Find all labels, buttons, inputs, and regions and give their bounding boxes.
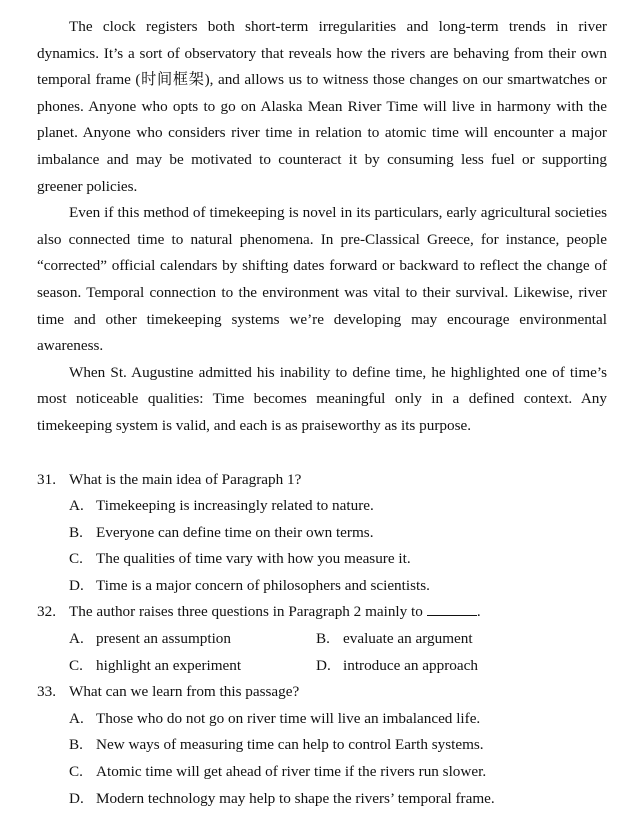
option-c <box>37 546 607 573</box>
question-number: 31. <box>37 470 56 488</box>
option-text: New ways of measuring time can help to control Earth systems. <box>96 736 484 754</box>
question-31 <box>37 467 607 600</box>
answer-blank <box>427 601 477 616</box>
option-b <box>316 626 563 653</box>
option-d <box>316 653 563 680</box>
question-number: 33. <box>37 683 56 701</box>
passage-paragraph: When St. Augustine admitted his inability to define time, he highlighted one of time’s most noticeable qualities: Time becomes meaningful only in a defined context. Any timekeeping system is valid, and each is as praiseworthy as its purpose. <box>37 363 607 434</box>
option-d <box>37 786 607 813</box>
option-letter: D. <box>69 576 84 594</box>
question-end-punct: . <box>476 603 481 621</box>
option-a <box>37 493 607 520</box>
option-text: The qualities of time vary with how you measure it. <box>96 550 411 568</box>
option-letter: B. <box>316 630 330 648</box>
option-row <box>37 626 607 653</box>
option-text: Atomic time will get ahead of river time if the rivers run slower. <box>96 763 487 781</box>
question-number: 32. <box>37 603 56 621</box>
option-b <box>37 732 607 759</box>
option-letter: A. <box>69 709 84 727</box>
option-text: highlight an experiment <box>96 656 242 674</box>
reading-passage <box>37 14 607 440</box>
question-stem <box>37 599 607 626</box>
question-list <box>37 467 607 813</box>
passage-paragraph: Even if this method of timekeeping is novel in its particulars, early agricultural societies also connected time to natural phenomena. In pre-Classical Greece, for instance, people “corrected” official calendars by shifting dates forward or backward to reflect the change of season. Temporal connection to the environment was vital to their survival. Likewise, river time and other timekeeping systems we’re developing may encourage environmental awareness. <box>37 204 607 355</box>
option-letter: A. <box>69 630 84 648</box>
option-c <box>37 759 607 786</box>
option-letter: A. <box>69 497 84 515</box>
passage-paragraph: The clock registers both short-term irregularities and long-term trends in river dynamics. It’s a sort of observatory that reveals how the rivers are behaving from their own temporal frame (时间框架), and allows us to witness those changes on our smartwatches or phones. Anyone who opts to go on Alaska Mean River Time will live in harmony with the planet. Anyone who considers river time in relation to atomic time will encounter a major imbalance and may be motivated to counteract it by consuming less fuel or supporting greener policies. <box>37 18 607 195</box>
option-text: Time is a major concern of philosophers and scientists. <box>96 576 430 594</box>
option-text: present an assumption <box>96 630 231 648</box>
option-a <box>37 706 607 733</box>
question-text: What can we learn from this passage? <box>69 683 300 701</box>
question-stem <box>37 467 607 494</box>
option-text: Those who do not go on river time will live an imbalanced life. <box>96 709 481 727</box>
option-letter: B. <box>69 523 83 541</box>
option-d <box>37 573 607 600</box>
option-letter: D. <box>69 789 84 807</box>
question-stem <box>37 679 607 706</box>
option-letter: C. <box>69 763 83 781</box>
question-33 <box>37 679 607 812</box>
question-text: What is the main idea of Paragraph 1? <box>69 470 302 488</box>
option-letter: C. <box>69 550 83 568</box>
option-row <box>37 653 607 680</box>
option-c <box>69 653 316 680</box>
question-32 <box>37 599 607 679</box>
option-letter: B. <box>69 736 83 754</box>
option-text: Modern technology may help to shape the rivers’ temporal frame. <box>96 789 495 807</box>
option-letter: C. <box>69 656 83 674</box>
question-text: The author raises three questions in Paragraph 2 mainly to <box>69 603 423 621</box>
option-text: Timekeeping is increasingly related to nature. <box>96 497 374 515</box>
option-text: evaluate an argument <box>343 630 473 648</box>
option-b <box>37 520 607 547</box>
option-text: Everyone can define time on their own terms. <box>96 523 374 541</box>
option-text: introduce an approach <box>343 656 478 674</box>
option-letter: D. <box>316 656 331 674</box>
option-a <box>69 626 316 653</box>
